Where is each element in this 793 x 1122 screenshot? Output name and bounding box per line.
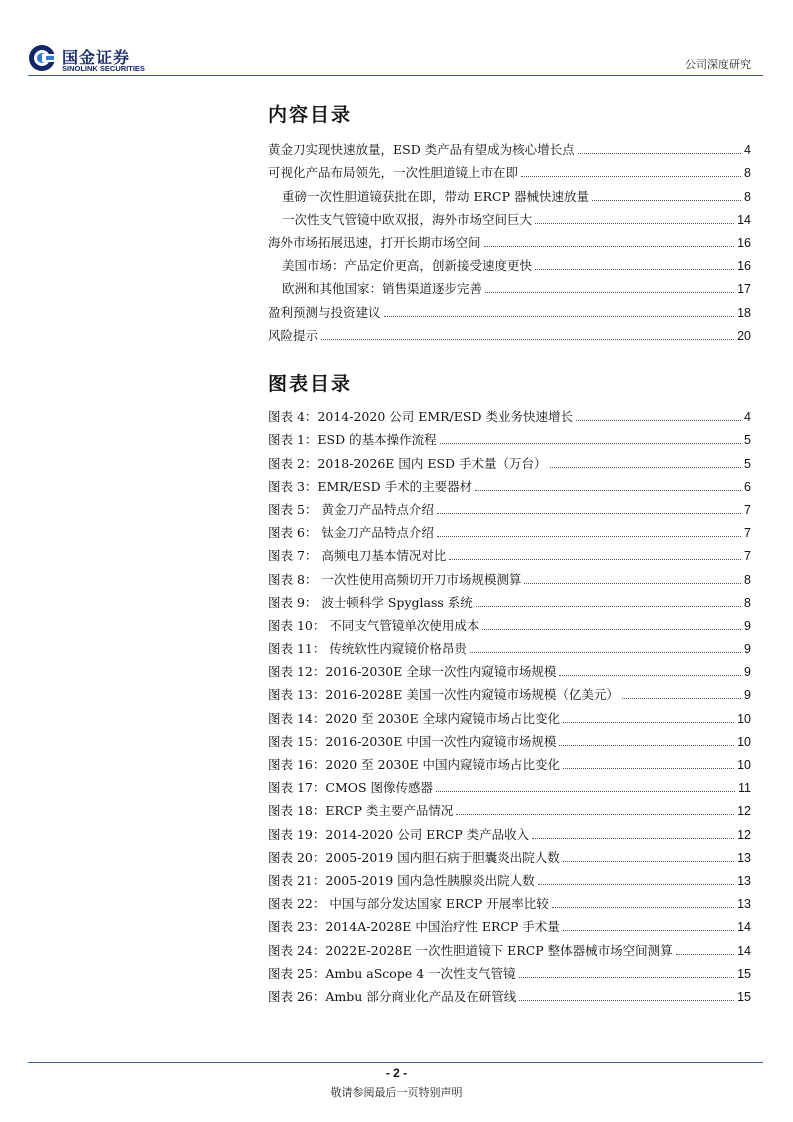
figure-entry-title: 图表 20：2005-2019 国内胆石病于胆囊炎出院人数	[268, 849, 560, 865]
figure-entry[interactable]	[268, 589, 751, 612]
figure-entry[interactable]	[268, 890, 751, 913]
figure-entry-title: 图表 10： 不同支气管镜单次使用成本	[268, 617, 480, 633]
figure-entry[interactable]	[268, 426, 751, 449]
dot-leader	[484, 246, 735, 247]
toc-entry-title: 风险提示	[268, 327, 319, 343]
figure-entry[interactable]	[268, 797, 751, 820]
dot-leader	[559, 745, 734, 746]
toc-entry-page-number: 18	[737, 305, 751, 320]
figure-entry-page-number: 10	[737, 734, 751, 749]
dot-leader	[519, 1000, 734, 1001]
figure-entry-title: 图表 24：2022E-2028E 一次性胆道镜下 ERCP 整体器械市场空间测算	[268, 942, 673, 958]
figure-entry-title: 图表 4：2014-2020 公司 EMR/ESD 类业务快速增长	[268, 409, 573, 425]
figures-list	[268, 403, 751, 1006]
figure-entry-page-number: 13	[737, 897, 751, 912]
dot-leader	[578, 153, 741, 154]
figure-entry[interactable]	[268, 913, 751, 936]
figure-entry[interactable]	[268, 936, 751, 959]
dot-leader	[576, 420, 741, 421]
contents-list	[268, 136, 751, 345]
toc-entry-title: 一次性支气管镜中欧双报，海外市场空间巨大	[282, 211, 533, 227]
page-header	[0, 0, 793, 80]
figure-entry-title: 图表 14：2020 至 2030E 全球内窥镜市场占比变化	[268, 710, 561, 726]
dot-leader	[485, 292, 734, 293]
toc-entry[interactable]	[268, 252, 751, 275]
figure-entry-title: 图表 6： 钛金刀产品特点介绍	[268, 525, 434, 541]
figure-entry-page-number: 4	[744, 410, 751, 425]
figure-entry-page-number: 14	[737, 943, 751, 958]
figure-entry-title: 图表 3：EMR/ESD 手术的主要器材	[268, 478, 473, 494]
figure-entry[interactable]	[268, 774, 751, 797]
dot-leader	[552, 907, 734, 908]
dot-leader	[592, 200, 741, 201]
figure-entry-title: 图表 22： 中国与部分发达国家 ERCP 开展率比较	[268, 896, 549, 912]
figure-entry[interactable]	[268, 704, 751, 727]
dot-leader	[563, 768, 734, 769]
figure-entry[interactable]	[268, 449, 751, 472]
toc-entry-page-number: 16	[737, 259, 751, 274]
figure-entry[interactable]	[268, 751, 751, 774]
figure-entry-title: 图表 9： 波士顿科学 Spyglass 系统	[268, 594, 473, 610]
figure-entry-page-number: 7	[744, 526, 751, 541]
dot-leader	[676, 954, 734, 955]
dot-leader	[538, 884, 734, 885]
figure-entry-title: 图表 13：2016-2028E 美国一次性内窥镜市场规模（亿美元）	[268, 687, 619, 703]
dot-leader	[384, 316, 735, 317]
toc-entry[interactable]	[268, 322, 751, 345]
dot-leader	[440, 443, 741, 444]
sinolink-logo-icon	[28, 44, 56, 72]
toc-entry-page-number: 14	[737, 212, 751, 227]
figure-entry-page-number: 15	[737, 989, 751, 1004]
figure-entry-title: 图表 2：2018-2026E 国内 ESD 手术量（万台）	[268, 455, 547, 471]
dot-leader	[535, 269, 734, 270]
figure-entry-page-number: 9	[744, 688, 751, 703]
dot-leader	[622, 698, 741, 699]
toc-entry-page-number: 4	[744, 143, 751, 158]
dot-leader	[436, 791, 735, 792]
dot-leader	[519, 977, 734, 978]
dot-leader	[550, 467, 742, 468]
figure-entry-title: 图表 25：Ambu aScope 4 一次性支气管镜	[268, 965, 516, 981]
toc-entry-title: 盈利预测与投资建议	[268, 304, 381, 320]
figure-entry-page-number: 7	[744, 502, 751, 517]
figure-entry-title: 图表 1：ESD 的基本操作流程	[268, 432, 437, 448]
figure-entry-title: 图表 5： 黄金刀产品特点介绍	[268, 501, 434, 517]
figure-entry-title: 图表 8： 一次性使用高频切开刀市场规模测算	[268, 571, 522, 587]
dot-leader	[449, 559, 741, 560]
toc-entry-page-number: 16	[737, 235, 751, 250]
report-type-label: 公司深度研究	[685, 58, 751, 71]
figure-entry[interactable]	[268, 496, 751, 519]
dot-leader	[482, 629, 741, 630]
dot-leader	[563, 930, 734, 931]
figure-entry-page-number: 13	[737, 873, 751, 888]
figure-entry[interactable]	[268, 519, 751, 542]
toc-entry-title: 可视化产品布局领先，一次性胆道镜上市在即	[268, 165, 519, 181]
figure-entry[interactable]	[268, 983, 751, 1006]
dot-leader	[476, 606, 741, 607]
figure-entry-title: 图表 15：2016-2030E 中国一次性内窥镜市场规模	[268, 733, 557, 749]
toc-entry[interactable]	[268, 275, 751, 298]
toc-entry-title: 海外市场拓展迅速，打开长期市场空间	[268, 234, 481, 250]
figure-entry-page-number: 11	[738, 781, 751, 796]
figure-entry-title: 图表 11： 传统软性内窥镜价格昂贵	[268, 641, 467, 657]
figure-entry[interactable]	[268, 844, 751, 867]
toc-entry[interactable]	[268, 229, 751, 252]
footer-divider	[28, 1062, 763, 1063]
figure-entry-page-number: 10	[737, 758, 751, 772]
disclaimer-text: 敬请参阅最后一页特别声明	[330, 1086, 463, 1099]
figure-entry-title: 图表 18：ERCP 类主要产品情况	[268, 803, 454, 819]
toc-entry-title: 重磅一次性胆道镜获批在即，带动 ERCP 器械快速放量	[282, 188, 589, 204]
figure-entry-page-number: 9	[744, 665, 751, 680]
dot-leader	[563, 722, 734, 723]
figure-entry-title: 图表 26：Ambu 部分商业化产品及在研管线	[268, 988, 517, 1004]
toc-entry-page-number: 8	[744, 189, 751, 204]
figure-entry-page-number: 9	[744, 642, 751, 657]
figure-entry-title: 图表 16：2020 至 2030E 中国内窥镜市场占比变化	[268, 757, 561, 772]
figure-entry-page-number: 5	[744, 456, 751, 471]
dot-leader	[470, 652, 741, 653]
figure-entry-title: 图表 17：CMOS 图像传感器	[268, 780, 434, 796]
toc-entry[interactable]	[268, 298, 751, 321]
figure-entry[interactable]	[268, 728, 751, 751]
figure-entry-page-number: 8	[744, 595, 751, 610]
dot-leader	[559, 675, 741, 676]
figures-section	[268, 369, 751, 1006]
toc-entry[interactable]	[268, 182, 751, 205]
figure-entry-page-number: 13	[737, 850, 751, 865]
logo-chinese-name: 国金证券	[62, 48, 131, 67]
dot-leader	[437, 513, 741, 514]
figure-entry-page-number: 12	[737, 804, 751, 819]
figure-entry-page-number: 15	[737, 966, 751, 981]
toc-entry-title: 黄金刀实现快速放量，ESD 类产品有望成为核心增长点	[268, 142, 575, 158]
dot-leader	[321, 339, 734, 340]
toc-entry[interactable]	[268, 136, 751, 159]
dot-leader	[563, 861, 734, 862]
toc-entry-page-number: 17	[737, 282, 751, 297]
figure-entry-title: 图表 19：2014-2020 公司 ERCP 类产品收入	[268, 826, 530, 842]
figure-entry[interactable]	[268, 960, 751, 983]
toc-entry-page-number: 20	[737, 328, 751, 343]
dot-leader	[521, 176, 741, 177]
figure-entry[interactable]	[268, 867, 751, 890]
figure-entry-page-number: 12	[737, 827, 751, 842]
toc-entry-title: 欧洲和其他国家：销售渠道逐步完善	[282, 281, 483, 297]
contents-title: 内容目录	[268, 104, 353, 126]
figure-entry[interactable]	[268, 612, 751, 635]
figure-entry[interactable]	[268, 473, 751, 496]
figure-entry[interactable]	[268, 635, 751, 658]
toc-entry-title: 美国市场：产品定价更高，创新接受速度更快	[282, 258, 533, 274]
toc-entry[interactable]	[268, 159, 751, 182]
figure-entry-page-number: 9	[744, 618, 751, 633]
toc-entry[interactable]	[268, 206, 751, 229]
figure-entry-title: 图表 12：2016-2030E 全球一次性内窥镜市场规模	[268, 664, 557, 680]
dot-leader	[532, 838, 734, 839]
figures-title: 图表目录	[268, 373, 353, 395]
figure-entry[interactable]	[268, 542, 751, 565]
sinolink-logo	[28, 44, 158, 74]
figure-entry-page-number: 5	[744, 433, 751, 448]
figure-entry-title: 图表 23：2014A-2028E 中国治疗性 ERCP 手术量	[268, 919, 560, 935]
dot-leader	[437, 536, 741, 537]
figure-entry[interactable]	[268, 681, 751, 704]
contents-section	[268, 100, 751, 345]
figure-entry-title: 图表 21：2005-2019 国内急性胰腺炎出院人数	[268, 872, 535, 888]
header-divider	[28, 75, 763, 76]
figure-entry[interactable]	[268, 658, 751, 681]
figure-entry-title: 图表 7： 高频电刀基本情况对比	[268, 548, 447, 564]
dot-leader	[456, 814, 734, 815]
logo-english-name: SINOLINK SECURITIES	[62, 64, 145, 73]
toc-entry-page-number: 8	[744, 166, 751, 181]
dot-leader	[535, 223, 734, 224]
page-number: - 2 -	[385, 1066, 408, 1080]
figure-entry[interactable]	[268, 403, 751, 426]
figure-entry-page-number: 14	[737, 920, 751, 935]
figure-entry-page-number: 10	[737, 711, 751, 726]
figure-entry[interactable]	[268, 565, 751, 588]
figure-entry-page-number: 7	[744, 549, 751, 564]
figure-entry-page-number: 6	[744, 479, 751, 494]
dot-leader	[475, 490, 741, 491]
figure-entry-page-number: 8	[744, 572, 751, 587]
dot-leader	[524, 583, 741, 584]
figure-entry[interactable]	[268, 820, 751, 843]
